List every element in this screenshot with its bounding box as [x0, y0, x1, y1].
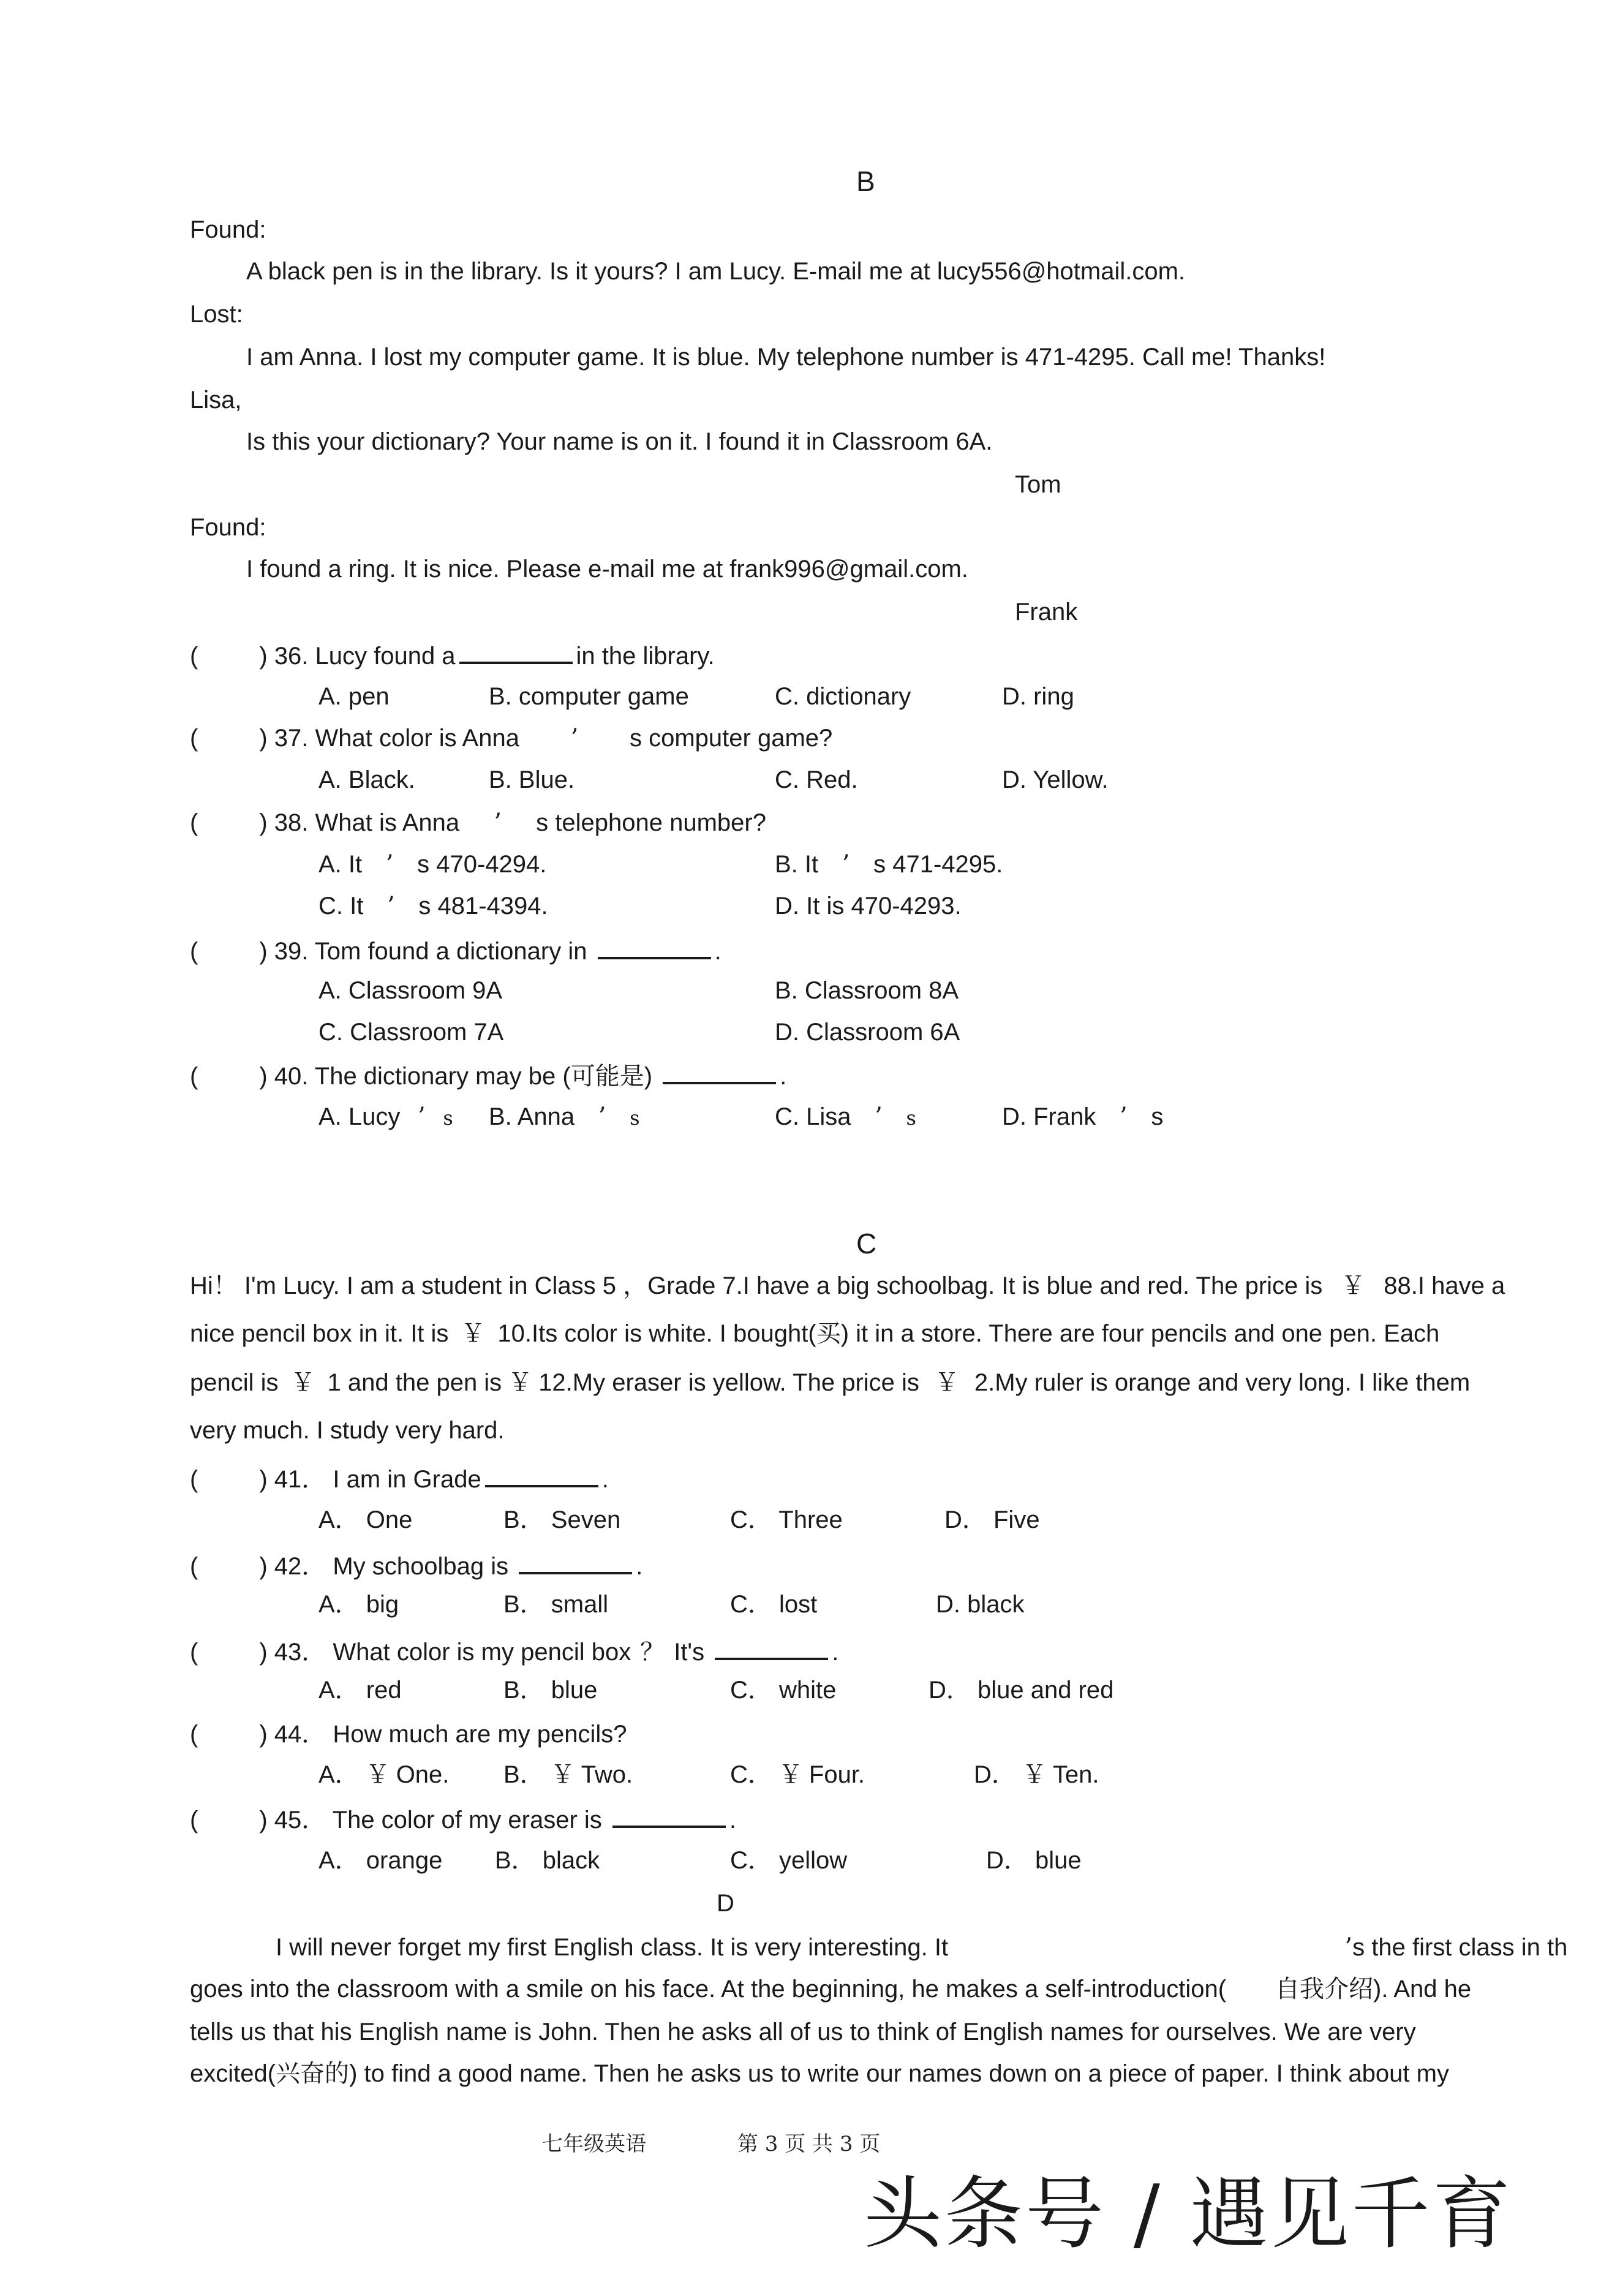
- watermark: 头条号 / 遇见千育: [864, 2169, 1513, 2260]
- answer-blank: [663, 1059, 776, 1084]
- q37-option-c: C. Red.: [775, 766, 858, 793]
- question-41: ( ) 41． I am in Grade .: [190, 1462, 609, 1495]
- question-45: ( ) 45． The color of my eraser is .: [190, 1802, 736, 1835]
- q44-option-d: D． ￥ Ten.: [974, 1761, 1099, 1789]
- question-43: ( ) 43． What color is my pencil box ？ It's .: [190, 1634, 838, 1667]
- q39-option-a: A. Classroom 9A: [318, 977, 503, 1004]
- question-37: ( ) 37. What color is Anna ’ s computer game?: [190, 724, 833, 752]
- found2-label: Found:: [190, 514, 266, 541]
- passage-d-line-3: tells us that his English name is John. Then he asks all of us to think of English names for ourselves. We are very: [190, 2018, 1416, 2045]
- lisa-label: Lisa,: [190, 387, 242, 414]
- q44-option-a: A． ￥ One.: [318, 1761, 450, 1789]
- q37-option-d: D. Yellow.: [1002, 766, 1109, 793]
- tom-signature: Tom: [1015, 471, 1061, 498]
- q39-option-c: C. Classroom 7A: [318, 1019, 504, 1046]
- passage-line-2: nice pencil box in it. It is ￥ 10.Its color is white. I bought(买) it in a store. There are four pencils and one pen. Each: [190, 1320, 1440, 1348]
- section-d-heading: D: [717, 1890, 734, 1917]
- q45-option-a: A． orange: [318, 1847, 443, 1874]
- footer-page-number: 第 3 页 共 3 页: [737, 2132, 881, 2156]
- q41-option-a: A． One: [318, 1506, 413, 1533]
- answer-paren: (: [190, 643, 198, 670]
- q43-option-a: A． red: [318, 1677, 402, 1704]
- question-38: ( ) 38. What is Anna ’ s telephone number?: [190, 809, 766, 837]
- passage-line-4: very much. I study very hard.: [190, 1417, 505, 1444]
- found-label: Found:: [190, 216, 266, 243]
- q43-option-b: B． blue: [503, 1677, 598, 1704]
- q40-option-a: A. Lucy ’ s: [318, 1103, 453, 1131]
- answer-blank: [459, 638, 573, 664]
- q39-option-d: D. Classroom 6A: [775, 1019, 960, 1046]
- passage-d-line-2: goes into the classroom with a smile on his face. At the beginning, he makes a self-introduction( 自我介绍). And he: [190, 1975, 1472, 2003]
- q36-option-b: B. computer game: [489, 683, 689, 710]
- section-b-heading: B: [856, 165, 875, 197]
- q38-option-d: D. It is 470-4293.: [775, 893, 962, 920]
- lost-text: I am Anna. I lost my computer game. It is blue. My telephone number is 471-4295. Call me! Thanks!: [246, 344, 1326, 371]
- question-44: ( ) 44． How much are my pencils?: [190, 1721, 627, 1748]
- passage-line-1: Hi！ I'm Lucy. I am a student in Class 5 ，Grade 7.I have a big schoolbag. It is blue and red. The price is ￥ 88.I have a: [190, 1272, 1505, 1300]
- q41-option-b: B． Seven: [503, 1506, 621, 1533]
- question-42: ( ) 42． My schoolbag is .: [190, 1549, 642, 1582]
- passage-d-line-4: excited(兴奋的) to find a good name. Then he asks us to write our names down on a piece of paper. I think about my: [190, 2060, 1449, 2088]
- q36-option-a: A. pen: [318, 683, 390, 710]
- q44-option-c: C． ￥ Four.: [730, 1761, 865, 1789]
- q39-option-b: B. Classroom 8A: [775, 977, 959, 1004]
- answer-blank: [715, 1634, 828, 1660]
- q41-option-c: C． Three: [730, 1506, 843, 1533]
- lisa-text: Is this your dictionary? Your name is on it. I found it in Classroom 6A.: [246, 428, 993, 455]
- q42-option-c: C． lost: [730, 1591, 818, 1618]
- q40-option-d: D. Frank ’ s: [1002, 1103, 1164, 1131]
- answer-blank: [519, 1549, 632, 1574]
- q45-option-c: C． yellow: [730, 1847, 848, 1874]
- q38-option-b: B. It ’ s 471-4295.: [775, 850, 1003, 878]
- passage-line-3: pencil is ￥ 1 and the pen is ￥ 12.My eraser is yellow. The price is ￥ 2.My ruler is orange and very long. I like them: [190, 1369, 1471, 1397]
- q44-option-b: B． ￥ Two.: [503, 1761, 633, 1789]
- q42-option-a: A． big: [318, 1591, 399, 1618]
- q45-option-d: D． blue: [986, 1847, 1082, 1874]
- q43-option-d: D． blue and red: [929, 1677, 1114, 1704]
- question-39: ( ) 39. Tom found a dictionary in .: [190, 934, 721, 967]
- q37-option-b: B. Blue.: [489, 766, 575, 793]
- answer-blank: [598, 934, 711, 959]
- q36-option-d: D. ring: [1002, 683, 1074, 710]
- passage-d-line-1: I will never forget my first English class. It is very interesting. It ’s the first class in th: [276, 1933, 1568, 1962]
- found2-text: I found a ring. It is nice. Please e-mail me at frank996@gmail.com.: [246, 556, 968, 583]
- answer-blank: [612, 1802, 726, 1828]
- answer-blank: [485, 1462, 598, 1487]
- frank-signature: Frank: [1015, 599, 1078, 625]
- q37-option-a: A. Black.: [318, 766, 415, 793]
- q38-option-c: C. It ’ s 481-4394.: [318, 892, 548, 920]
- section-c-heading: C: [856, 1228, 877, 1259]
- q36-option-c: C. dictionary: [775, 683, 911, 710]
- lost-label: Lost:: [190, 301, 243, 328]
- found-text: A black pen is in the library. Is it yours? I am Lucy. E-mail me at lucy556@hotmail.com.: [246, 258, 1186, 285]
- question-36: ( ) 36. Lucy found a in the library.: [190, 638, 715, 671]
- q45-option-b: B． black: [495, 1847, 600, 1874]
- question-40: ( ) 40. The dictionary may be (可能是) .: [190, 1059, 786, 1092]
- q43-option-c: C． white: [730, 1677, 837, 1704]
- q41-option-d: D． Five: [944, 1506, 1040, 1533]
- footer-subject: 七年级英语: [542, 2132, 646, 2156]
- q42-option-b: B． small: [503, 1591, 609, 1618]
- q40-option-b: B. Anna ’ s: [489, 1103, 640, 1131]
- q38-option-a: A. It ’ s 470-4294.: [318, 850, 547, 878]
- q40-option-c: C. Lisa ’ s: [775, 1103, 916, 1131]
- q42-option-d: D. black: [936, 1591, 1025, 1618]
